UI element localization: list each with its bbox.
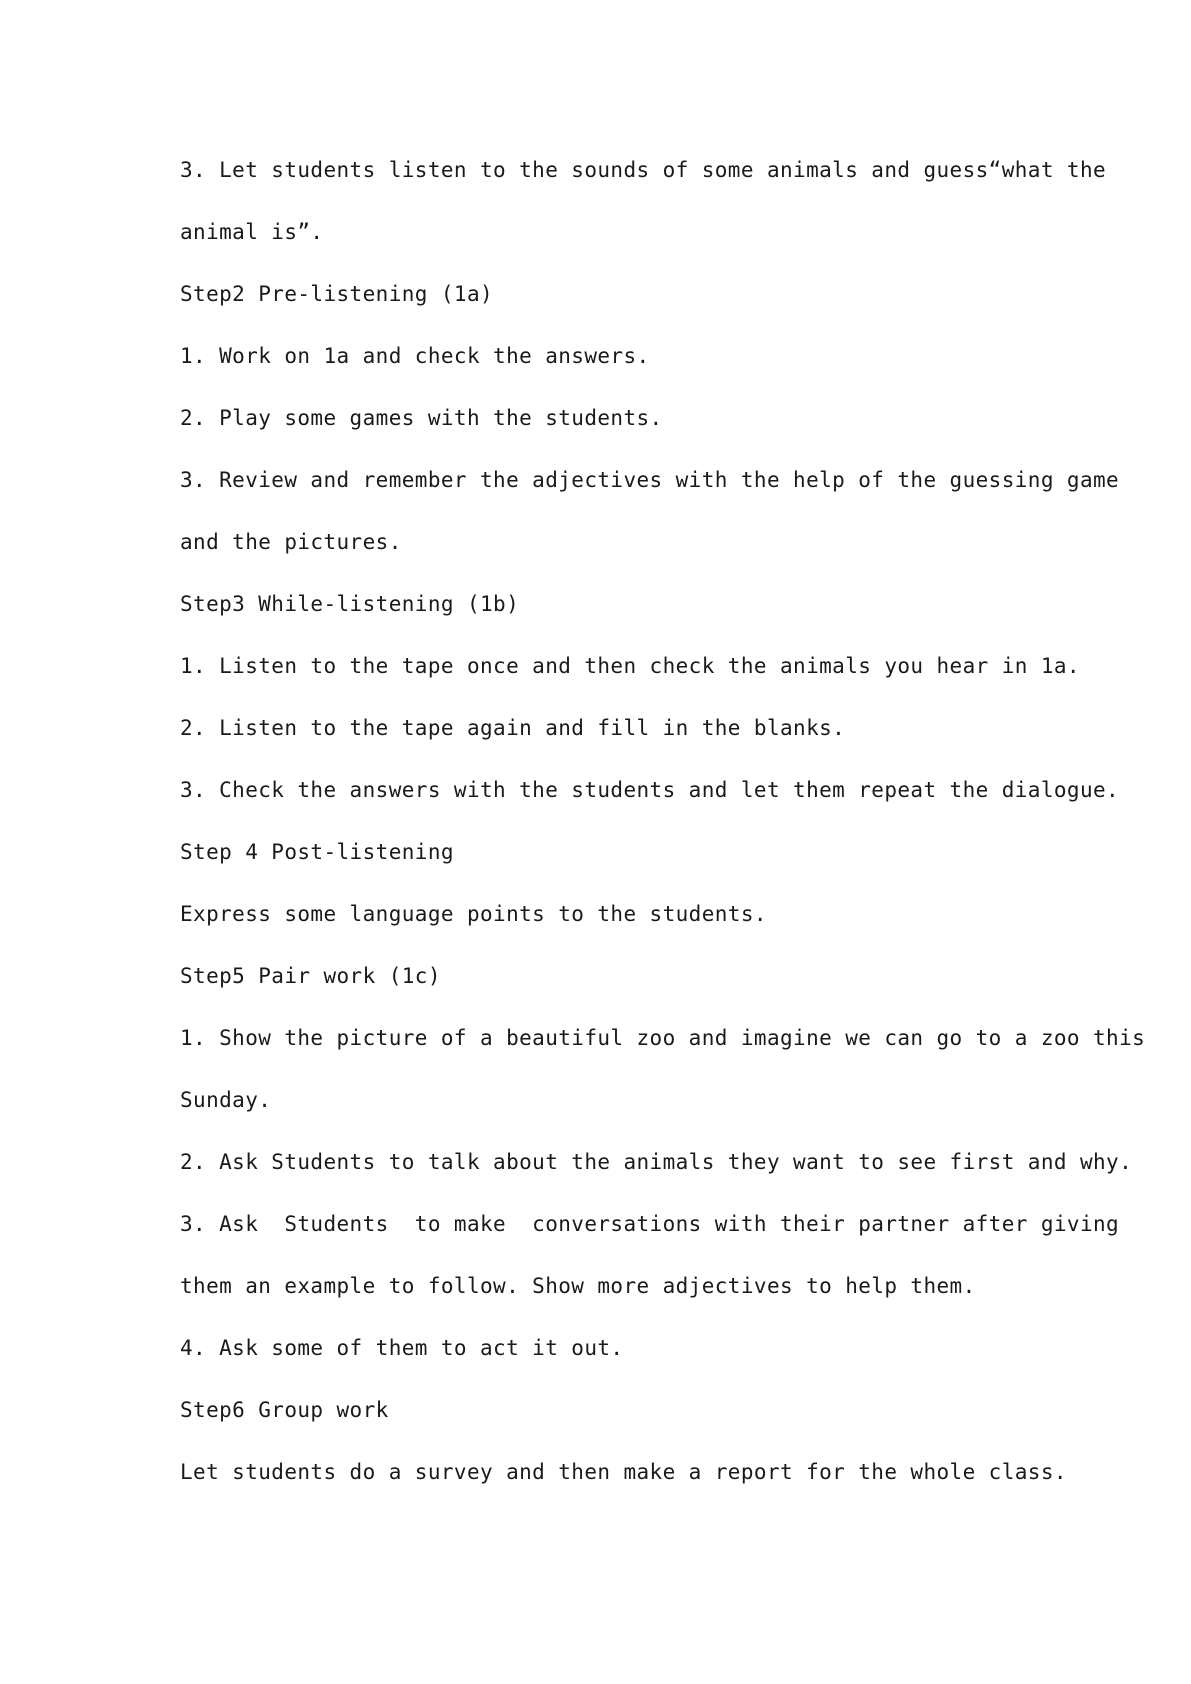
step5-item3-line1: 3. Ask Students to make conversations with their partner after giving [180, 1212, 1120, 1236]
step6-text: Let students do a survey and then make a report for the whole class. [180, 1460, 1067, 1484]
step2-item3-line2: and the pictures. [180, 530, 402, 554]
step3-heading: Step3 While-listening (1b) [180, 592, 520, 616]
step2-item2: 2. Play some games with the students. [180, 406, 663, 430]
step3-item2: 2. Listen to the tape again and fill in the blanks. [180, 716, 846, 740]
step5-item3-line2: them an example to follow. Show more adjectives to help them. [180, 1274, 976, 1298]
step6-heading: Step6 Group work [180, 1398, 389, 1422]
step5-item4: 4. Ask some of them to act it out. [180, 1336, 624, 1360]
step2-item1: 1. Work on 1a and check the answers. [180, 344, 650, 368]
step2-heading: Step2 Pre-listening (1a) [180, 282, 494, 306]
step1-item3-line2: animal is”. [180, 220, 324, 244]
step1-item3-line1: 3. Let students listen to the sounds of some animals and guess“what the [180, 158, 1107, 182]
step5-item1-line1: 1. Show the picture of a beautiful zoo and imagine we can go to a zoo this [180, 1026, 1146, 1050]
step5-heading: Step5 Pair work (1c) [180, 964, 441, 988]
step2-item3-line1: 3. Review and remember the adjectives with the help of the guessing game [180, 468, 1120, 492]
step5-item2: 2. Ask Students to talk about the animals they want to see first and why. [180, 1150, 1133, 1174]
step4-heading: Step 4 Post-listening [180, 840, 454, 864]
step5-item1-line2: Sunday. [180, 1088, 272, 1112]
step4-text: Express some language points to the students. [180, 902, 767, 926]
step3-item1: 1. Listen to the tape once and then check the animals you hear in 1a. [180, 654, 1080, 678]
step3-item3: 3. Check the answers with the students and let them repeat the dialogue. [180, 778, 1120, 802]
